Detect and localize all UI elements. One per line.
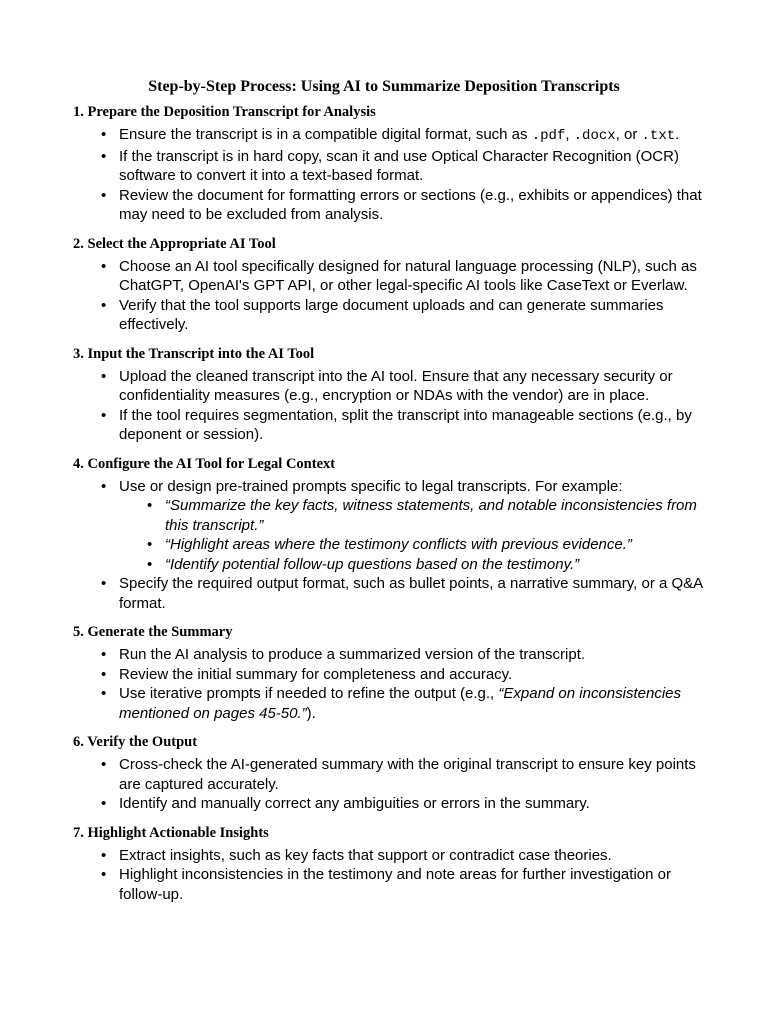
example-prompts-list [119, 496, 703, 574]
list-item [119, 125, 703, 147]
section-3-heading: 3. Input the Transcript into the AI Tool [73, 345, 315, 362]
list-item [119, 477, 703, 575]
file-extension-txt: .txt [641, 128, 676, 144]
file-extension-pdf: .pdf [531, 128, 566, 144]
list-item: • Review the document for formatting errors or sections (e.g., exhibits or appendices) that may need to be excluded from analysis. [119, 186, 703, 225]
list-item: • Extract insights, such as key facts that support or contradict case theories. [119, 846, 703, 866]
section-4-list [73, 477, 703, 614]
list-item [119, 684, 703, 723]
text: , [565, 126, 574, 143]
file-extension-docx: .docx [573, 128, 616, 144]
example-prompt: • “Identify potential follow-up questions based on the testimony.” [165, 555, 703, 575]
list-item: • Verify that the tool supports large document uploads and can generate summaries effectively. [119, 296, 703, 335]
section-1-heading: 1. Prepare the Deposition Transcript for Analysis [73, 104, 376, 120]
example-prompt: “Expand on inconsistencies mentioned on pages 45-50.” [119, 685, 681, 722]
document-body [73, 103, 703, 914]
list-item: • Identify and manually correct any ambiguities or errors in the summary. [119, 794, 703, 814]
section-1-list [73, 125, 703, 225]
list-item: • Specify the required output format, such as bullet points, a narrative summary, or a Q&A format. [119, 574, 703, 613]
text: Use iterative prompts if needed to refine the output (e.g., [119, 685, 499, 702]
list-item: • If the tool requires segmentation, split the transcript into manageable sections (e.g., by deponent or session). [119, 406, 703, 445]
section-5-heading: 5. Generate the Summary [73, 624, 233, 640]
section-6-list [73, 755, 703, 814]
list-item: • Review the initial summary for completeness and accuracy. [119, 665, 703, 685]
text: ). [306, 704, 316, 722]
example-prompt: • “Summarize the key facts, witness statements, and notable inconsistencies from this transcript.” [165, 496, 703, 535]
list-item: • Run the AI analysis to produce a summarized version of the transcript. [119, 645, 703, 665]
text: Use or design pre-trained prompts specific to legal transcripts. For example: [119, 477, 623, 495]
list-item: • Upload the cleaned transcript into the AI tool. Ensure that any necessary security or confidentiality measures (e.g., encryption or NDAs with the vendor) are in place. [119, 367, 703, 406]
list-item: • Highlight inconsistencies in the testimony and note areas for further investigation or follow-up. [119, 865, 703, 904]
example-prompt: • “Highlight areas where the testimony conflicts with previous evidence.” [165, 535, 703, 555]
list-item: • If the transcript is in hard copy, scan it and use Optical Character Recognition (OCR) software to convert it into a text-based format. [119, 147, 703, 186]
text: Ensure the transcript is in a compatible digital format, such as [119, 126, 532, 143]
text: . [675, 126, 680, 143]
section-5-list [73, 645, 703, 723]
section-3-list [73, 367, 703, 445]
section-4-heading: 4. Configure the AI Tool for Legal Context [73, 455, 336, 472]
section-2-list [73, 257, 703, 335]
list-item: • Choose an AI tool specifically designed for natural language processing (NLP), such as ChatGPT, OpenAI's GPT API, or other legal-specific AI tools like CaseText or Everlaw. [119, 257, 703, 296]
section-2-heading: 2. Select the Appropriate AI Tool [73, 235, 276, 252]
section-7-list [73, 846, 703, 905]
text: , or [615, 126, 642, 143]
list-item: • Cross-check the AI-generated summary with the original transcript to ensure key points are captured accurately. [119, 755, 703, 794]
document-title: Step-by-Step Process: Using AI to Summarize Deposition Transcripts [148, 78, 620, 95]
section-6-heading: 6. Verify the Output [73, 734, 198, 750]
section-7-heading: 7. Highlight Actionable Insights [73, 824, 269, 841]
